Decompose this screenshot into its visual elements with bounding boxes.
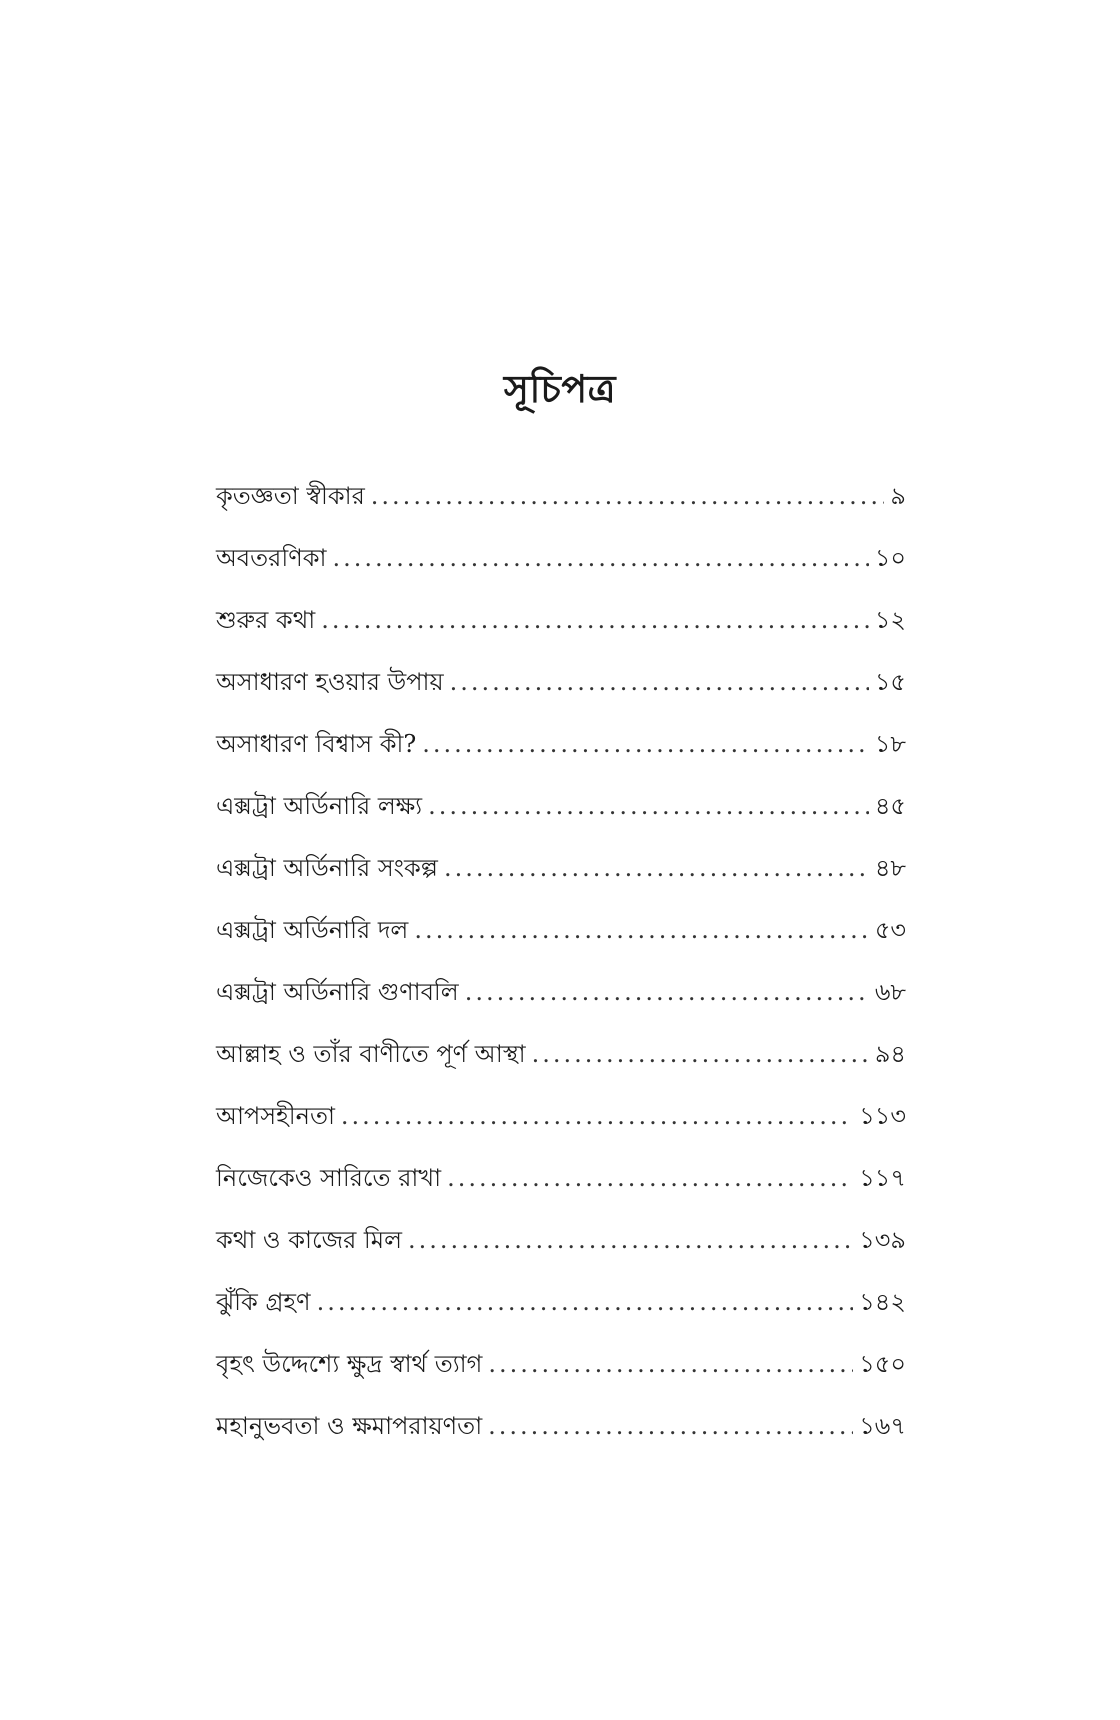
toc-entry: [216, 1162, 906, 1224]
toc-entry: [216, 604, 906, 666]
dot-leader: [444, 852, 869, 884]
toc-entry-page-number: ৯: [890, 482, 906, 510]
toc-entry-title: ঝুঁকি গ্রহণ: [216, 1288, 311, 1316]
toc-entry-page-number: ৪৫: [874, 792, 906, 820]
toc-entry-page-number: ১১৩: [859, 1102, 906, 1130]
toc-entry: [216, 542, 906, 604]
dot-leader: [450, 666, 869, 698]
toc-entry: [216, 1348, 906, 1410]
toc-entry: [216, 728, 906, 790]
toc-entry-title: অসাধারণ হওয়ার উপায়: [216, 668, 444, 696]
toc-entry: [216, 1100, 906, 1162]
dot-leader: [532, 1038, 869, 1070]
toc-entry-page-number: ১৩৯: [859, 1226, 906, 1254]
table-of-contents: [216, 480, 906, 1472]
toc-entry-title: শুরুর কথা: [216, 606, 316, 634]
toc-entry: [216, 1286, 906, 1348]
toc-entry: [216, 480, 906, 542]
dot-leader: [447, 1162, 853, 1194]
toc-entry-page-number: ১৫: [874, 668, 906, 696]
toc-entry-title: এক্সট্রা অর্ডিনারি দল: [216, 916, 409, 944]
toc-entry-page-number: ১০: [874, 544, 906, 572]
toc-entry: [216, 1038, 906, 1100]
dot-leader: [408, 1224, 853, 1256]
toc-entry-page-number: ৬৮: [874, 978, 906, 1006]
dot-leader: [332, 542, 868, 574]
dot-leader: [465, 976, 869, 1008]
toc-entry: [216, 852, 906, 914]
dot-leader: [371, 480, 885, 512]
toc-entry-title: আপসহীনতা: [216, 1102, 335, 1130]
dot-leader: [488, 1348, 853, 1380]
toc-entry: [216, 790, 906, 852]
dot-leader: [414, 914, 869, 946]
dot-leader: [341, 1100, 853, 1132]
toc-entry-title: অবতরণিকা: [216, 544, 327, 572]
toc-entry-page-number: ৯৪: [874, 1040, 906, 1068]
toc-entry-page-number: ১৮: [874, 730, 906, 758]
toc-entry-page-number: ১৬৭: [859, 1412, 906, 1440]
toc-entry-page-number: ৫৩: [874, 916, 906, 944]
toc-entry-title: এক্সট্রা অর্ডিনারি সংকল্প: [216, 854, 438, 882]
toc-entry: [216, 1410, 906, 1472]
dot-leader: [422, 728, 869, 760]
toc-entry-title: বৃহৎ উদ্দেশ্যে ক্ষুদ্র স্বার্থ ত্যাগ: [216, 1350, 483, 1378]
toc-entry-title: এক্সট্রা অর্ডিনারি লক্ষ্য: [216, 792, 423, 820]
toc-entry: [216, 914, 906, 976]
toc-entry-title: অসাধারণ বিশ্বাস কী?: [216, 730, 417, 758]
dot-leader: [428, 790, 869, 822]
page-title: সূচিপত্র: [503, 366, 617, 411]
toc-entry: [216, 976, 906, 1038]
toc-entry-title: কথা ও কাজের মিল: [216, 1226, 402, 1254]
toc-entry-title: কৃতজ্ঞতা স্বীকার: [216, 482, 365, 510]
toc-entry-page-number: ১৫০: [859, 1350, 906, 1378]
toc-entry-page-number: ১৪২: [859, 1288, 906, 1316]
toc-entry: [216, 666, 906, 728]
toc-entry-title: মহানুভবতা ও ক্ষমাপরায়ণতা: [216, 1412, 483, 1440]
toc-entry-page-number: ১২: [874, 606, 906, 634]
dot-leader: [488, 1410, 853, 1442]
toc-entry-page-number: ১১৭: [859, 1164, 906, 1192]
dot-leader: [321, 604, 869, 636]
toc-entry-title: আল্লাহ ও তাঁর বাণীতে পূর্ণ আস্থা: [216, 1040, 526, 1068]
toc-entry-title: এক্সট্রা অর্ডিনারি গুণাবলি: [216, 978, 459, 1006]
dot-leader: [317, 1286, 854, 1318]
toc-entry-title: নিজেকেও সারিতে রাখা: [216, 1164, 442, 1192]
toc-entry: [216, 1224, 906, 1286]
toc-entry-page-number: ৪৮: [874, 854, 906, 882]
